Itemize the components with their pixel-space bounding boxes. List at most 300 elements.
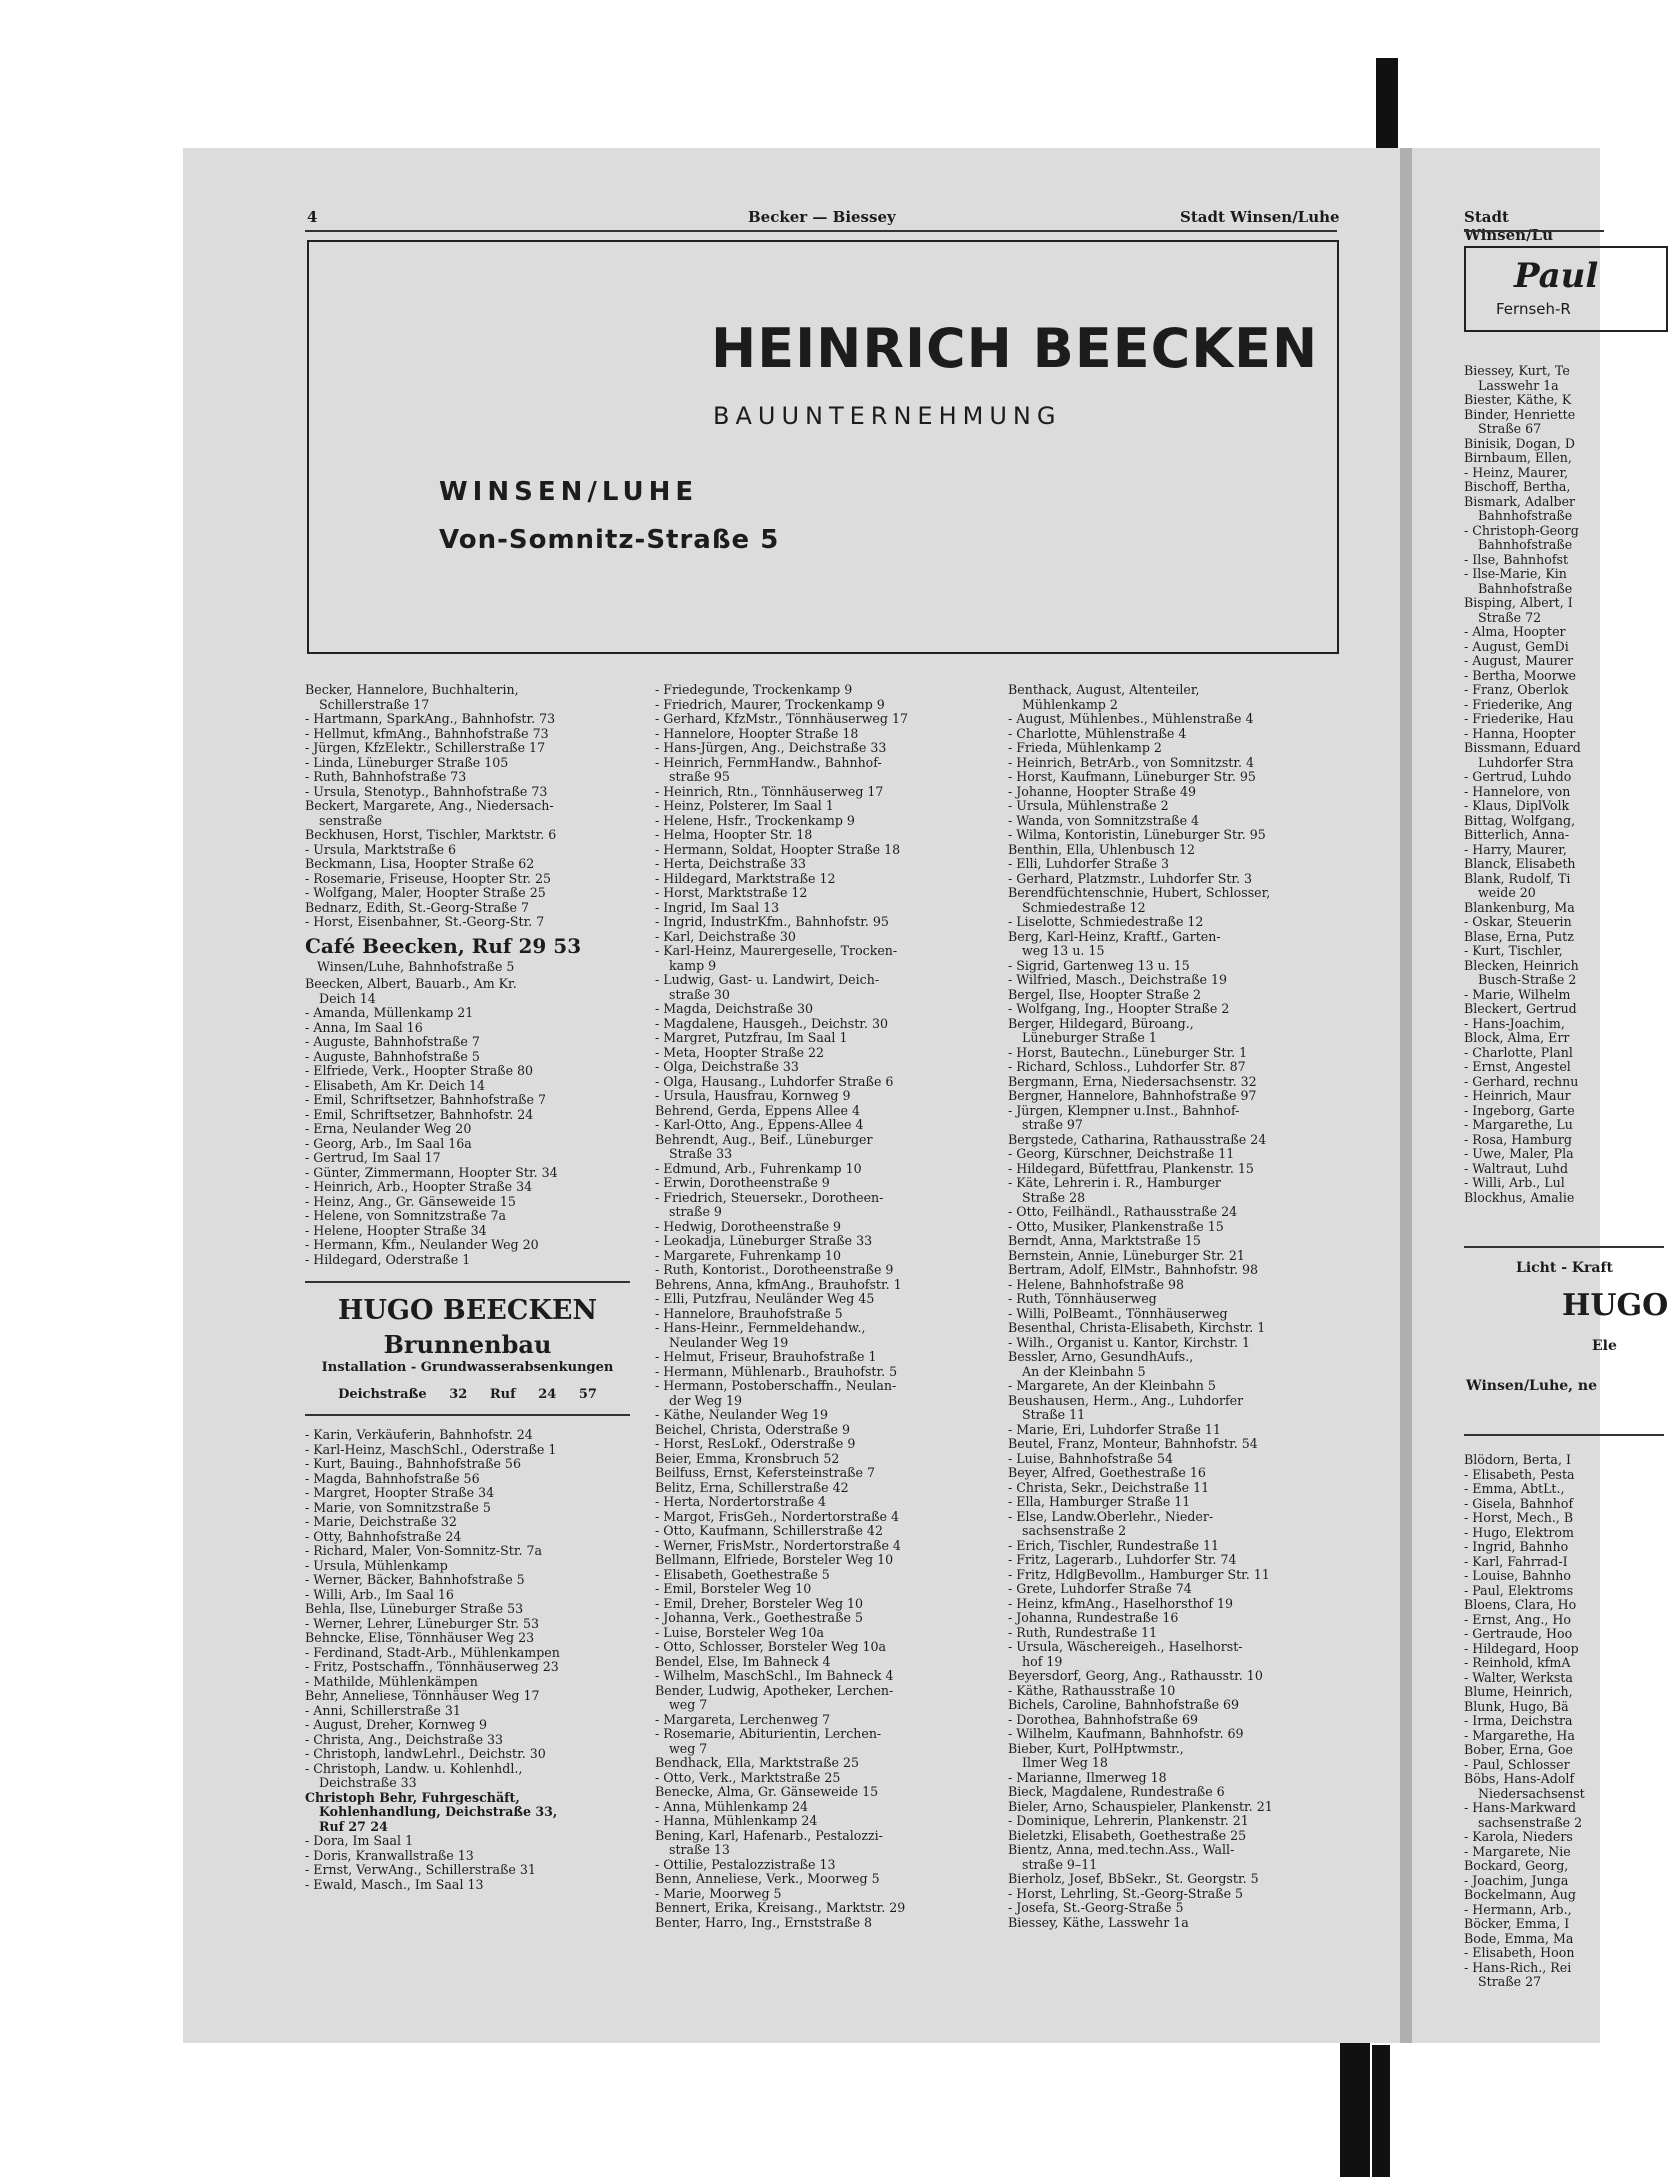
- directory-entry: - Hermann, Kfm., Neulander Weg 20: [305, 1237, 539, 1252]
- directory-entry: Luhdorfer Stra: [1478, 754, 1574, 770]
- film-edge-bottom: [1340, 2025, 1370, 2177]
- directory-entry: - Alma, Hoopter: [1464, 624, 1566, 639]
- directory-entry: straße 9: [669, 1204, 722, 1219]
- directory-entry: Ilmer Weg 18: [1022, 1755, 1108, 1770]
- directory-entry: - Margot, FrisGeh., Nordertorstraße 4: [655, 1508, 900, 1524]
- directory-entry: - Auguste, Bahnhofstraße 5: [305, 1048, 480, 1064]
- directory-entry: Bissmann, Eduard: [1464, 740, 1581, 755]
- directory-entry: Bessler, Arno, GesundhAufs.,: [1008, 1349, 1194, 1364]
- directory-entry: Belitz, Erna, Schillerstraße 42: [655, 1479, 849, 1495]
- directory-entry: - Ella, Hamburger Straße 11: [1008, 1494, 1191, 1509]
- directory-entry: - Rosemarie, Abiturientin, Lerchen-: [655, 1726, 882, 1741]
- directory-entry: - Erna, Neulander Weg 20: [305, 1121, 472, 1136]
- directory-entry: - Uwe, Maler, Pla: [1464, 1146, 1574, 1161]
- directory-entry: - Karl, Deichstraße 30: [655, 928, 796, 944]
- directory-entry: Bahnhofstraße: [1478, 580, 1573, 596]
- directory-entry: Beecken, Albert, Bauarb., Am Kr.: [305, 976, 517, 991]
- entry-list-4b: [1464, 1453, 1585, 1990]
- directory-entry: - Marianne, Ilmerweg 18: [1008, 1769, 1167, 1785]
- directory-entry: - Emil, Dreher, Borsteler Weg 10: [655, 1595, 864, 1611]
- directory-entry: - Ruth, Tönnhäuserweg: [1008, 1291, 1157, 1306]
- directory-entry: Beyer, Alfred, Goethestraße 16: [1008, 1465, 1206, 1480]
- directory-entry: - Ingrid, Bahnho: [1464, 1539, 1569, 1554]
- directory-entry: Bertram, Adolf, ElMstr., Bahnhofstr. 98: [1008, 1262, 1259, 1277]
- directory-entry: - Fritz, Lagerarb., Luhdorfer Str. 74: [1008, 1552, 1237, 1567]
- directory-entry: - Rosa, Hamburg: [1464, 1131, 1572, 1147]
- right-column-b: [1464, 1453, 1585, 1990]
- directory-entry: - Klaus, DiplVolk: [1464, 798, 1570, 813]
- directory-entry: - Linda, Lüneburger Straße 105: [305, 754, 509, 770]
- directory-entry: straße 95: [669, 769, 730, 784]
- directory-entry: Niedersachsenst: [1478, 1785, 1585, 1801]
- directory-entry: Christoph Behr, Fuhrgeschäft,: [305, 1789, 520, 1805]
- directory-entry: - Heinrich, Maur: [1464, 1088, 1571, 1103]
- directory-entry: - Hildegard, Marktstraße 12: [655, 870, 836, 886]
- directory-entry: - Karl, Fahrrad-I: [1464, 1553, 1568, 1569]
- directory-entry: - Käthe, Neulander Weg 19: [655, 1407, 829, 1422]
- directory-entry: - Heinrich, Rtn., Tönnhäuserweg 17: [655, 783, 884, 799]
- right-ad-paul-sub: Fernseh-R: [1496, 300, 1571, 318]
- directory-entry: kamp 9: [669, 957, 717, 973]
- directory-entry: Bennert, Erika, Kreisang., Marktstr. 29: [655, 1900, 906, 1915]
- directory-entry: - Johanna, Verk., Goethestraße 5: [655, 1610, 863, 1625]
- directory-entry: - Christa, Ang., Deichstraße 33: [305, 1731, 504, 1747]
- entry-list-4a: [1464, 364, 1581, 1205]
- directory-entry: - Helmut, Friseur, Brauhofstraße 1: [655, 1349, 877, 1364]
- directory-entry: - Sigrid, Gartenweg 13 u. 15: [1008, 957, 1190, 973]
- right-header-city: Stadt Winsen/Lu: [1464, 208, 1554, 244]
- directory-entry: Lüneburger Straße 1: [1022, 1030, 1157, 1045]
- directory-entry: - Wilhelm, Kaufmann, Bahnhofstr. 69: [1008, 1726, 1244, 1741]
- directory-entry: der Weg 19: [669, 1392, 742, 1408]
- directory-entry: weide 20: [1478, 885, 1536, 900]
- directory-entry: - Wilma, Kontoristin, Lüneburger Str. 95: [1008, 827, 1266, 842]
- directory-entry: Blödorn, Berta, I: [1464, 1452, 1571, 1467]
- directory-entry: - Hans-Jürgen, Ang., Deichstraße 33: [655, 740, 887, 755]
- directory-entry: Bisping, Albert, I: [1464, 595, 1573, 610]
- directory-entry: Bendhack, Ella, Marktstraße 25: [655, 1755, 860, 1770]
- directory-entry: - Gerhard, Platzmstr., Luhdorfer Str. 3: [1008, 870, 1253, 886]
- directory-entry: - Paul, Schlosser: [1464, 1756, 1570, 1772]
- directory-entry: - Käte, Lehrerin i. R., Hamburger: [1008, 1175, 1221, 1190]
- directory-entry: - Ernst, VerwAng., Schillerstraße 31: [305, 1862, 536, 1877]
- directory-entry: - Jürgen, Klempner u.Inst., Bahnhof-: [1008, 1102, 1240, 1118]
- page-gutter: [1400, 148, 1412, 2043]
- directory-entry: Neulander Weg 19: [669, 1334, 789, 1350]
- directory-entry: Böbs, Hans-Adolf: [1464, 1771, 1575, 1786]
- directory-entry: Schillerstraße 17: [319, 696, 430, 712]
- directory-entry: - Olga, Deichstraße 33: [655, 1059, 799, 1074]
- directory-entry: weg 7: [669, 1740, 708, 1756]
- directory-entry: - Horst, Bautechn., Lüneburger Str. 1: [1008, 1044, 1248, 1060]
- directory-entry: weg 7: [669, 1697, 708, 1712]
- directory-entry: - Karin, Verkäuferin, Bahnhofstr. 24: [305, 1427, 533, 1442]
- directory-entry: - Leokadja, Lüneburger Straße 33: [655, 1233, 873, 1248]
- right-ad-line4: Winsen/Luhe, ne: [1466, 1378, 1597, 1394]
- column-2: [655, 683, 985, 1930]
- directory-entry: Schmiedestraße 12: [1022, 899, 1146, 915]
- directory-entry: - Magda, Deichstraße 30: [655, 1001, 813, 1016]
- directory-entry: - Karl-Heinz, Maurergeselle, Trocken-: [655, 943, 898, 958]
- hugo-services: Installation - Grundwasserabsenkungen: [321, 1360, 614, 1375]
- directory-entry: - Fritz, HdlgBevollm., Hamburger Str. 11: [1008, 1566, 1270, 1582]
- directory-entry: - Dominique, Lehrerin, Plankenstr. 21: [1008, 1813, 1249, 1828]
- directory-entry: - Friederike, Ang: [1464, 696, 1573, 712]
- directory-entry: - Waltraut, Luhd: [1464, 1160, 1569, 1176]
- directory-entry: Bockard, Georg,: [1464, 1858, 1569, 1873]
- directory-entry: Blume, Heinrich,: [1464, 1684, 1573, 1699]
- directory-entry: - Else, Landw.Oberlehr., Nieder-: [1008, 1508, 1214, 1524]
- directory-entry: - Dorothea, Bahnhofstraße 69: [1008, 1711, 1198, 1727]
- directory-entry: - Marie, Deichstraße 32: [305, 1514, 457, 1529]
- film-edge-top: [1376, 58, 1398, 148]
- directory-entry: - Gerhard, KfzMstr., Tönnhäuserweg 17: [655, 711, 908, 726]
- directory-entry: - Charlotte, Planl: [1464, 1044, 1573, 1060]
- ad-hugo-beecken: [305, 1281, 630, 1416]
- directory-entry: - Gertrud, Im Saal 17: [305, 1150, 441, 1165]
- directory-entry: Benthin, Ella, Uhlenbusch 12: [1008, 841, 1196, 857]
- directory-entry: - Käthe, Rathausstraße 10: [1008, 1682, 1176, 1698]
- directory-entry: straße 97: [1022, 1117, 1083, 1132]
- directory-entry: - Erich, Tischler, Rundestraße 11: [1008, 1537, 1220, 1553]
- directory-entry: sachsenstraße 2: [1022, 1523, 1127, 1538]
- directory-entry: Bergstede, Catharina, Rathausstraße 24: [1008, 1131, 1267, 1147]
- directory-entry: Behrens, Anna, kfmAng., Brauhofstr. 1: [655, 1276, 902, 1292]
- directory-entry: - Margret, Hoopter Straße 34: [305, 1485, 495, 1500]
- directory-entry: Berendfüchtenschnie, Hubert, Schlosser,: [1008, 885, 1271, 900]
- directory-entry: - Kurt, Bauing., Bahnhofstraße 56: [305, 1456, 521, 1471]
- directory-entry: Bleckert, Gertrud: [1464, 1001, 1577, 1016]
- directory-entry: - Otto, Schlosser, Borsteler Weg 10a: [655, 1639, 887, 1654]
- directory-entry: - Margret, Putzfrau, Im Saal 1: [655, 1030, 848, 1045]
- directory-entry: - Hildegard, Hoop: [1464, 1640, 1579, 1656]
- directory-entry: - Herta, Deichstraße 33: [655, 856, 806, 871]
- directory-entry: Deichstraße 33: [319, 1775, 417, 1790]
- directory-entry: - Joachim, Junga: [1464, 1872, 1569, 1888]
- directory-entry: - Helene, Bahnhofstraße 98: [1008, 1276, 1185, 1292]
- directory-entry: - Elli, Luhdorfer Straße 3: [1008, 856, 1170, 871]
- directory-entry: Behrend, Gerda, Eppens Allee 4: [655, 1102, 860, 1118]
- directory-entry: - Willi, Arb., Im Saal 16: [305, 1586, 454, 1602]
- directory-entry: - Hartmann, SparkAng., Bahnhofstr. 73: [305, 711, 556, 726]
- directory-entry: - Josefa, St.-Georg-Straße 5: [1008, 1900, 1184, 1915]
- directory-entry: senstraße: [319, 812, 382, 828]
- directory-entry: Straße 11: [1022, 1407, 1086, 1422]
- directory-entry: - Liselotte, Schmiedestraße 12: [1008, 914, 1204, 929]
- directory-entry: - Heinz, Polsterer, Im Saal 1: [655, 798, 834, 813]
- directory-entry: Biessey, Kurt, Te: [1464, 363, 1570, 378]
- running-title: Becker — Biessey: [748, 208, 896, 226]
- directory-entry: - Ingeborg, Garte: [1464, 1102, 1575, 1118]
- directory-entry: - Christoph-Georg: [1464, 522, 1579, 538]
- directory-entry: - Ruth, Bahnhofstraße 73: [305, 769, 467, 784]
- directory-entry: - Karola, Nieders: [1464, 1829, 1573, 1844]
- directory-entry: - Otto, Verk., Marktstraße 25: [655, 1769, 841, 1785]
- directory-entry: Busch-Straße 2: [1478, 972, 1577, 987]
- directory-entry: - Kurt, Tischler,: [1464, 943, 1563, 958]
- directory-entry: - Harry, Maurer,: [1464, 841, 1567, 857]
- directory-entry: Beyersdorf, Georg, Ang., Rathausstr. 10: [1008, 1668, 1263, 1683]
- directory-entry: - Hedwig, Dorotheenstraße 9: [655, 1218, 842, 1234]
- directory-entry: Benthack, August, Altenteiler,: [1008, 682, 1200, 697]
- directory-entry: Bismark, Adalber: [1464, 493, 1576, 509]
- directory-entry: - Charlotte, Mühlenstraße 4: [1008, 725, 1187, 741]
- directory-entry: - Horst, Marktstraße 12: [655, 885, 808, 900]
- directory-entry: - Ursula, Mühlenkamp: [305, 1557, 448, 1573]
- directory-entry: - Heinrich, FernmHandw., Bahnhof-: [655, 754, 882, 770]
- directory-entry: - Margarethe, Lu: [1464, 1117, 1573, 1132]
- entry-list-2: [655, 683, 985, 1930]
- directory-entry: - Wanda, von Somnitzstraße 4: [1008, 812, 1200, 828]
- directory-entry: Bernstein, Annie, Lüneburger Str. 21: [1008, 1247, 1245, 1263]
- directory-entry: Beushausen, Herm., Ang., Luhdorfer: [1008, 1392, 1244, 1408]
- directory-entry: - Anni, Schillerstraße 31: [305, 1702, 461, 1718]
- directory-entry: - Heinz, Maurer,: [1464, 464, 1569, 480]
- directory-entry: - Louise, Bahnho: [1464, 1568, 1571, 1583]
- directory-entry: - Willi, Arb., Lul: [1464, 1175, 1565, 1190]
- directory-entry: - Margarete, Fuhrenkamp 10: [655, 1247, 841, 1263]
- directory-entry: - Ruth, Rundestraße 11: [1008, 1624, 1158, 1640]
- directory-entry: - Werner, Bäcker, Bahnhofstraße 5: [305, 1572, 525, 1587]
- directory-entry: hof 19: [1022, 1653, 1063, 1669]
- entry-list-1a: [305, 683, 625, 930]
- directory-entry: Beckert, Margarete, Ang., Niedersach-: [305, 798, 554, 813]
- directory-entry: - Franz, Oberlok: [1464, 682, 1569, 697]
- directory-entry: - Ingrid, IndustrKfm., Bahnhofstr. 95: [655, 914, 889, 929]
- directory-entry: - Margareta, Lerchenweg 7: [655, 1711, 831, 1727]
- directory-entry: - Elisabeth, Hoon: [1464, 1945, 1575, 1960]
- directory-entry: - Otty, Bahnhofstraße 24: [305, 1528, 462, 1544]
- directory-entry: - Hellmut, kfmAng., Bahnhofstraße 73: [305, 725, 549, 741]
- directory-entry: Straße 72: [1478, 609, 1542, 625]
- entry-list-3: [1008, 683, 1338, 1930]
- directory-entry: - Richard, Schloss., Luhdorfer Str. 87: [1008, 1059, 1246, 1074]
- directory-entry: Ruf 27 24: [319, 1818, 388, 1834]
- directory-entry: - Christa, Sekr., Deichstraße 11: [1008, 1479, 1210, 1495]
- directory-entry: - Ursula, Wäschereigeh., Haselhorst-: [1008, 1639, 1243, 1654]
- directory-entry: - Margarethe, Ha: [1464, 1727, 1575, 1743]
- directory-entry: - Friedrich, Maurer, Trockenkamp 9: [655, 696, 885, 712]
- directory-entry: - Ilse-Marie, Kin: [1464, 566, 1567, 581]
- directory-entry: Straße 67: [1478, 421, 1542, 436]
- directory-entry: - Meta, Hoopter Straße 22: [655, 1044, 825, 1060]
- directory-entry: - Grete, Luhdorfer Straße 74: [1008, 1581, 1192, 1596]
- directory-entry: Bloens, Clara, Ho: [1464, 1597, 1577, 1612]
- directory-entry: - Werner, Lehrer, Lüneburger Str. 53: [305, 1615, 540, 1631]
- directory-entry: - Gertrud, Luhdo: [1464, 769, 1572, 784]
- directory-entry: Biester, Käthe, K: [1464, 392, 1572, 407]
- directory-entry: - Willi, PolBeamt., Tönnhäuserweg: [1008, 1305, 1228, 1321]
- directory-entry: Benn, Anneliese, Verk., Moorweg 5: [655, 1871, 880, 1886]
- directory-entry: straße 13: [669, 1842, 730, 1857]
- directory-entry: Bieler, Arno, Schauspieler, Plankenstr. 21: [1008, 1798, 1273, 1814]
- column-3: [1008, 683, 1338, 1930]
- directory-entry: - Helene, Hsfr., Trockenkamp 9: [655, 812, 855, 828]
- directory-entry: Block, Alma, Err: [1464, 1030, 1570, 1045]
- directory-entry: - Frieda, Mühlenkamp 2: [1008, 740, 1162, 755]
- directory-entry: - Emma, AbtLt.,: [1464, 1481, 1565, 1496]
- right-column-a: [1464, 364, 1581, 1205]
- directory-entry: - Georg, Arb., Im Saal 16a: [305, 1135, 472, 1151]
- ad-business: BAUUNTERNEHMUNG: [713, 402, 1062, 430]
- directory-entry: Bichels, Caroline, Bahnhofstraße 69: [1008, 1697, 1240, 1712]
- directory-entry: Bahnhofstraße: [1478, 508, 1573, 523]
- film-edge-bottom-2: [1372, 2045, 1390, 2177]
- directory-entry: Blecken, Heinrich: [1464, 957, 1579, 973]
- directory-entry: - Ludwig, Gast- u. Landwirt, Deich-: [655, 972, 880, 987]
- directory-entry: - Auguste, Bahnhofstraße 7: [305, 1034, 480, 1049]
- directory-entry: - Heinz, Ang., Gr. Gänseweide 15: [305, 1193, 516, 1209]
- directory-entry: Behr, Anneliese, Tönnhäuser Weg 17: [305, 1688, 540, 1703]
- directory-entry: Binisik, Dogan, D: [1464, 435, 1576, 451]
- directory-entry: - Wilh., Organist u. Kantor, Kirchstr. 1: [1008, 1334, 1250, 1350]
- directory-entry: Beier, Emma, Kronsbruch 52: [655, 1450, 840, 1466]
- directory-entry: Blunk, Hugo, Bä: [1464, 1698, 1569, 1714]
- directory-entry: - Ingrid, Im Saal 13: [655, 899, 780, 915]
- directory-entry: Bednarz, Edith, St.-Georg-Straße 7: [305, 899, 529, 915]
- directory-entry: Behla, Ilse, Lüneburger Straße 53: [305, 1601, 524, 1616]
- directory-entry: - Amanda, Müllenkamp 21: [305, 1005, 474, 1020]
- directory-entry: Beckmann, Lisa, Hoopter Straße 62: [305, 856, 535, 871]
- directory-entry: Straße 28: [1022, 1189, 1086, 1205]
- directory-entry: - Werner, FrisMstr., Nordertorstraße 4: [655, 1537, 901, 1553]
- directory-entry: - Elli, Putzfrau, Neuländer Weg 45: [655, 1291, 875, 1306]
- directory-entry: - Horst, Mech., B: [1464, 1510, 1574, 1525]
- directory-entry: - Hans-Heinr., Fernmeldehandw.,: [655, 1320, 866, 1335]
- directory-entry: Bitterlich, Anna-: [1464, 827, 1570, 842]
- directory-entry: - Christoph, Landw. u. Kohlenhdl.,: [305, 1760, 523, 1776]
- directory-entry: Bierholz, Josef, BbSekr., St. Georgstr. 5: [1008, 1871, 1259, 1886]
- hugo-contact: [305, 1388, 630, 1403]
- directory-entry: - Karl-Otto, Ang., Eppens-Allee 4: [655, 1117, 864, 1132]
- directory-entry: - Hermann, Postoberschaffn., Neulan-: [655, 1378, 897, 1393]
- directory-entry: Bittag, Wolfgang,: [1464, 812, 1576, 828]
- directory-entry: Bieletzki, Elisabeth, Goethestraße 25: [1008, 1827, 1247, 1843]
- directory-entry: - Gertraude, Hoo: [1464, 1626, 1573, 1641]
- directory-entry: Berg, Karl-Heinz, Kraftf., Garten-: [1008, 928, 1221, 944]
- directory-entry: - Hannelore, Hoopter Straße 18: [655, 725, 859, 741]
- directory-entry: Bieck, Magdalene, Rundestraße 6: [1008, 1784, 1225, 1799]
- directory-entry: - Karl-Heinz, MaschSchl., Oderstraße 1: [305, 1441, 557, 1457]
- ad-company-name: HEINRICH BEECKEN: [711, 317, 1319, 380]
- directory-entry: - Ruth, Kontorist., Dorotheenstraße 9: [655, 1262, 894, 1277]
- hugo-address: Deichstraße 32: [338, 1386, 468, 1402]
- directory-entry: - Ernst, Angestel: [1464, 1059, 1571, 1074]
- directory-entry: Berndt, Anna, Marktstraße 15: [1008, 1233, 1201, 1248]
- directory-entry: - Wolfgang, Maler, Hoopter Straße 25: [305, 885, 546, 900]
- directory-entry: Blank, Rudolf, Ti: [1464, 870, 1571, 886]
- page-number: 4: [307, 208, 318, 226]
- directory-entry: - Ursula, Marktstraße 6: [305, 841, 457, 857]
- directory-entry: Bieber, Kurt, PolHptwmstr.,: [1008, 1740, 1184, 1756]
- directory-entry: - August, Maurer: [1464, 653, 1574, 668]
- hugo-phone: Ruf 24 57: [489, 1386, 597, 1402]
- directory-entry: Beichel, Christa, Oderstraße 9: [655, 1421, 851, 1437]
- directory-entry: - Bertha, Moorwe: [1464, 667, 1576, 683]
- directory-entry: Deich 14: [319, 990, 376, 1006]
- directory-entry: - Ursula, Hausfrau, Kornweg 9: [655, 1088, 851, 1103]
- directory-entry: Straße 27: [1478, 1974, 1542, 1989]
- directory-entry: - Horst, Kaufmann, Lüneburger Str. 95: [1008, 769, 1256, 784]
- entry-list-1b: [305, 977, 625, 1267]
- directory-entry: - Luise, Bahnhofstraße 54: [1008, 1450, 1173, 1466]
- directory-entry: - Heinz, kfmAng., Haselhorsthof 19: [1008, 1595, 1234, 1611]
- directory-entry: straße 30: [669, 986, 730, 1002]
- cafe-beecken-ad: Café Beecken, Ruf 29 53: [305, 933, 582, 958]
- directory-entry: - Herta, Nordertorstraße 4: [655, 1494, 827, 1509]
- directory-entry: - Elisabeth, Am Kr. Deich 14: [305, 1077, 486, 1093]
- directory-entry: Benecke, Alma, Gr. Gänseweide 15: [655, 1784, 879, 1799]
- right-ad-paul: [1464, 246, 1668, 332]
- directory-entry: Beutel, Franz, Monteur, Bahnhofstr. 54: [1008, 1436, 1258, 1451]
- directory-entry: - Ottilie, Pestalozzistraße 13: [655, 1856, 836, 1872]
- right-ad-paul-name: Paul: [1514, 256, 1599, 296]
- directory-entry: - Hermann, Arb.,: [1464, 1901, 1572, 1917]
- directory-entry: - Anna, Im Saal 16: [305, 1019, 423, 1035]
- directory-entry: - Friedegunde, Trockenkamp 9: [655, 682, 853, 697]
- directory-entry: - Georg, Kürschner, Deichstraße 11: [1008, 1146, 1235, 1161]
- directory-entry: - Friedrich, Steuersekr., Dorotheen-: [655, 1189, 884, 1205]
- directory-entry: - Helma, Hoopter Str. 18: [655, 827, 813, 842]
- directory-entry: - Oskar, Steuerin: [1464, 914, 1572, 929]
- directory-entry: - Reinhold, kfmA: [1464, 1655, 1571, 1670]
- directory-entry: - Fritz, Postschaffn., Tönnhäuserweg 23: [305, 1659, 559, 1674]
- directory-entry: - Ursula, Stenotyp., Bahnhofstraße 73: [305, 783, 548, 799]
- directory-entry: - Otto, Feilhändl., Rathausstraße 24: [1008, 1204, 1238, 1219]
- directory-entry: - Marie, Wilhelm: [1464, 986, 1571, 1002]
- directory-entry: - Johanna, Rundestraße 16: [1008, 1610, 1179, 1625]
- directory-entry: - Hanna, Hoopter: [1464, 725, 1576, 741]
- directory-entry: - Hermann, Mühlenarb., Brauhofstr. 5: [655, 1363, 898, 1379]
- directory-entry: Blanck, Elisabeth: [1464, 856, 1576, 871]
- directory-entry: - Hans-Joachim,: [1464, 1015, 1565, 1031]
- ad-street: Von-Somnitz-Straße 5: [439, 525, 780, 555]
- directory-entry: sachsenstraße 2: [1478, 1814, 1583, 1830]
- directory-entry: Bergel, Ilse, Hoopter Straße 2: [1008, 986, 1202, 1002]
- right-ad-line3: Ele: [1592, 1338, 1617, 1354]
- directory-entry: - Heinrich, BetrArb., von Somnitzstr. 4: [1008, 754, 1255, 770]
- directory-entry: - Wolfgang, Ing., Hoopter Straße 2: [1008, 1001, 1230, 1016]
- directory-entry: Bahnhofstraße: [1478, 537, 1573, 552]
- directory-entry: Mühlenkamp 2: [1022, 696, 1118, 712]
- directory-entry: Birnbaum, Ellen,: [1464, 450, 1572, 465]
- entry-list-1c: [305, 1428, 625, 1892]
- directory-entry: - Elfriede, Verk., Hoopter Straße 80: [305, 1063, 534, 1078]
- right-header-rule: [1464, 230, 1604, 232]
- directory-entry: - Emil, Borsteler Weg 10: [655, 1581, 812, 1596]
- directory-entry: - Ferdinand, Stadt-Arb., Mühlenkampen: [305, 1644, 560, 1660]
- directory-entry: Bischoff, Bertha,: [1464, 479, 1571, 494]
- directory-entry: Bender, Ludwig, Apotheker, Lerchen-: [655, 1682, 894, 1698]
- directory-entry: - Hildegard, Büfettfrau, Plankenstr. 15: [1008, 1160, 1254, 1176]
- directory-entry: straße 9–11: [1022, 1856, 1098, 1872]
- directory-entry: Blankenburg, Ma: [1464, 899, 1575, 915]
- directory-entry: - Gisela, Bahnhof: [1464, 1495, 1574, 1511]
- directory-entry: Behrendt, Aug., Beif., Lüneburger: [655, 1131, 873, 1147]
- directory-entry: - Ilse, Bahnhofst: [1464, 551, 1569, 567]
- directory-entry: - Elisabeth, Goethestraße 5: [655, 1566, 830, 1582]
- directory-entry: Kohlenhandlung, Deichstraße 33,: [319, 1804, 558, 1819]
- directory-entry: - Magda, Bahnhofstraße 56: [305, 1470, 480, 1486]
- directory-entry: Bergmann, Erna, Niedersachsenstr. 32: [1008, 1073, 1257, 1089]
- directory-entry: - Horst, Eisenbahner, St.-Georg-Str. 7: [305, 914, 545, 929]
- directory-entry: weg 13 u. 15: [1022, 943, 1105, 958]
- directory-entry: Straße 33: [669, 1146, 733, 1161]
- directory-entry: - Rosemarie, Friseuse, Hoopter Str. 25: [305, 870, 552, 886]
- directory-entry: Bober, Erna, Goe: [1464, 1742, 1573, 1757]
- directory-entry: Blockhus, Amalie: [1464, 1189, 1575, 1205]
- directory-entry: Binder, Henriette: [1464, 406, 1576, 422]
